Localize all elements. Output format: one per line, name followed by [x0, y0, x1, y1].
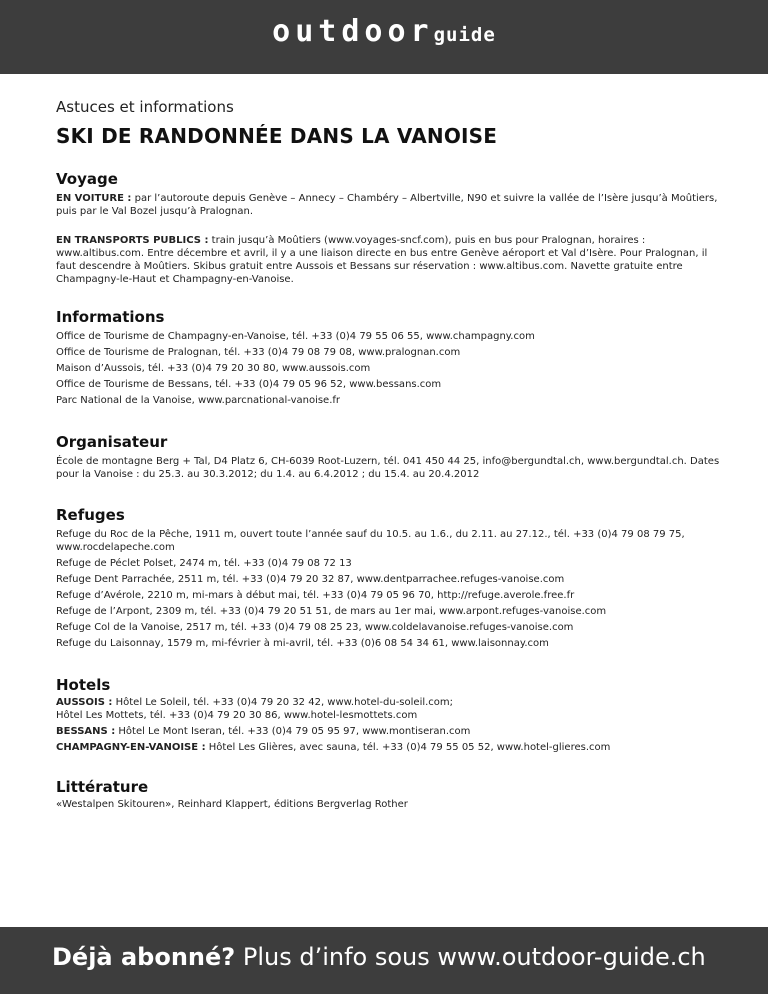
list-item: Maison d’Aussois, tél. +33 (0)4 79 20 30 80, www.aussois.com: [56, 363, 371, 374]
hotels-bessans: [56, 725, 726, 738]
list-item: Refuge d’Avérole, 2210 m, mi-mars à début mai, tél. +33 (0)4 79 05 96 70, http://refuge.averole.free.fr: [56, 590, 575, 601]
hotels-bessans-text: Hôtel Le Mont Iseran, tél. +33 (0)4 79 05 95 97, www.montiseran.com: [118, 726, 471, 737]
section-hotels: [56, 675, 726, 754]
footer-promo: [52, 943, 706, 971]
kicker: Astuces et informations: [56, 98, 234, 116]
voyage-public: [56, 234, 726, 286]
refuges-list: [56, 528, 726, 650]
list-item: Refuge de Péclet Polset, 2474 m, tél. +33 (0)4 79 08 72 13: [56, 558, 352, 569]
list-item: Refuge du Laisonnay, 1579 m, mi-février à mi-avril, tél. +33 (0)6 08 54 34 61, www.laisonnay.com: [56, 638, 549, 649]
list-item: Office de Tourisme de Champagny-en-Vanoise, tél. +33 (0)4 79 55 06 55, www.champagny.com: [56, 331, 535, 342]
list-item: Refuge de l’Arpont, 2309 m, tél. +33 (0)4 79 20 51 51, de mars au 1er mai, www.arpont.refuges-vanoise.com: [56, 606, 607, 617]
section-voyage: [56, 169, 726, 286]
footer-strong: Déjà abonné?: [52, 943, 236, 971]
refuges-title: Refuges: [56, 506, 125, 524]
voyage-car-text: par l’autoroute depuis Genève – Annecy – Chambéry – Albertville, N90 et suivre la vallée de l’Isère jusqu’à Moûtiers, puis par le Val Bozel jusqu’à Pralognan.: [56, 193, 718, 217]
section-litterature: [56, 777, 726, 811]
header-bar: [0, 0, 768, 74]
hotels-aussois-line1: Hôtel Le Soleil, tél. +33 (0)4 79 20 32 42, www.hotel-du-soleil.com;: [115, 697, 454, 708]
list-item: Refuge Dent Parrachée, 2511 m, tél. +33 (0)4 79 20 32 87, www.dentparrachee.refuges-vanoise.com: [56, 574, 565, 585]
section-organisateur: [56, 432, 726, 481]
organisateur-title: Organisateur: [56, 433, 168, 451]
article: [56, 97, 726, 811]
voyage-public-label: EN TRANSPORTS PUBLICS :: [56, 235, 209, 246]
informations-title: Informations: [56, 308, 165, 326]
list-item: Office de Tourisme de Bessans, tél. +33 (0)4 79 05 96 52, www.bessans.com: [56, 379, 442, 390]
list-item: Parc National de la Vanoise, www.parcnational-vanoise.fr: [56, 395, 341, 406]
voyage-title: Voyage: [56, 170, 118, 188]
logo-sub: guide: [433, 24, 496, 46]
page-title: SKI DE RANDONNÉE DANS LA VANOISE: [56, 124, 498, 148]
voyage-car: [56, 192, 726, 218]
organisateur-text: École de montagne Berg + Tal, D4 Platz 6, CH-6039 Root-Luzern, tél. 041 450 44 25, info@bergundtal.ch, www.bergundtal.ch. Dates pour la Vanoise : du 25.3. au 30.3.2012; du 1.4. au 6.4.2012 ; du 15.4. au 20.4.2012: [56, 456, 720, 480]
hotels-title: Hotels: [56, 676, 111, 694]
informations-list: [56, 330, 726, 407]
section-informations: [56, 307, 726, 407]
voyage-car-label: EN VOITURE :: [56, 193, 132, 204]
litterature-text: «Westalpen Skitouren», Reinhard Klappert, éditions Bergverlag Rother: [56, 799, 408, 810]
voyage-public-text: train jusqu’à Moûtiers (www.voyages-sncf.com), puis en bus pour Pralognan, horaires : www.altibus.com. Entre décembre et avril, il y a une liaison directe en bus entre Genève aéroport et Val d’Isère. Pour Pralognan, il faut descendre à Moûtiers. Skibus gratuit entre Aussois et Bessans sur réservation : www.altibus.com. Navette gratuite entre Champagny-le-Haut et Champagny-en-Vanoise.: [56, 235, 708, 285]
hotels-aussois: [56, 696, 726, 722]
section-refuges: [56, 505, 726, 650]
list-item: Office de Tourisme de Pralognan, tél. +33 (0)4 79 08 79 08, www.pralognan.com: [56, 347, 461, 358]
list-item: Refuge Col de la Vanoise, 2517 m, tél. +33 (0)4 79 08 25 23, www.coldelavanoise.refuges-vanoise.com: [56, 622, 574, 633]
hotels-champagny: [56, 741, 726, 754]
hotels-champagny-text: Hôtel Les Glières, avec sauna, tél. +33 (0)4 79 55 05 52, www.hotel-glieres.com: [208, 742, 611, 753]
litterature-title: Littérature: [56, 778, 149, 796]
footer-rest: Plus d’info sous www.outdoor-guide.ch: [242, 943, 706, 971]
footer-bar: [0, 927, 768, 994]
logo-main: outdoor: [272, 14, 434, 49]
hotels-champagny-label: CHAMPAGNY-EN-VANOISE :: [56, 742, 206, 753]
outdoor-guide-logo: [0, 14, 768, 49]
list-item: Refuge du Roc de la Pêche, 1911 m, ouvert toute l’année sauf du 10.5. au 1.6., du 2.11. au 27.12., tél. +33 (0)4 79 08 79 75, www.rocdelapeche.com: [56, 529, 685, 553]
hotels-aussois-line2: Hôtel Les Mottets, tél. +33 (0)4 79 20 30 86, www.hotel-lesmottets.com: [56, 710, 418, 721]
hotels-aussois-label: AUSSOIS :: [56, 697, 113, 708]
hotels-bessans-label: BESSANS :: [56, 726, 116, 737]
